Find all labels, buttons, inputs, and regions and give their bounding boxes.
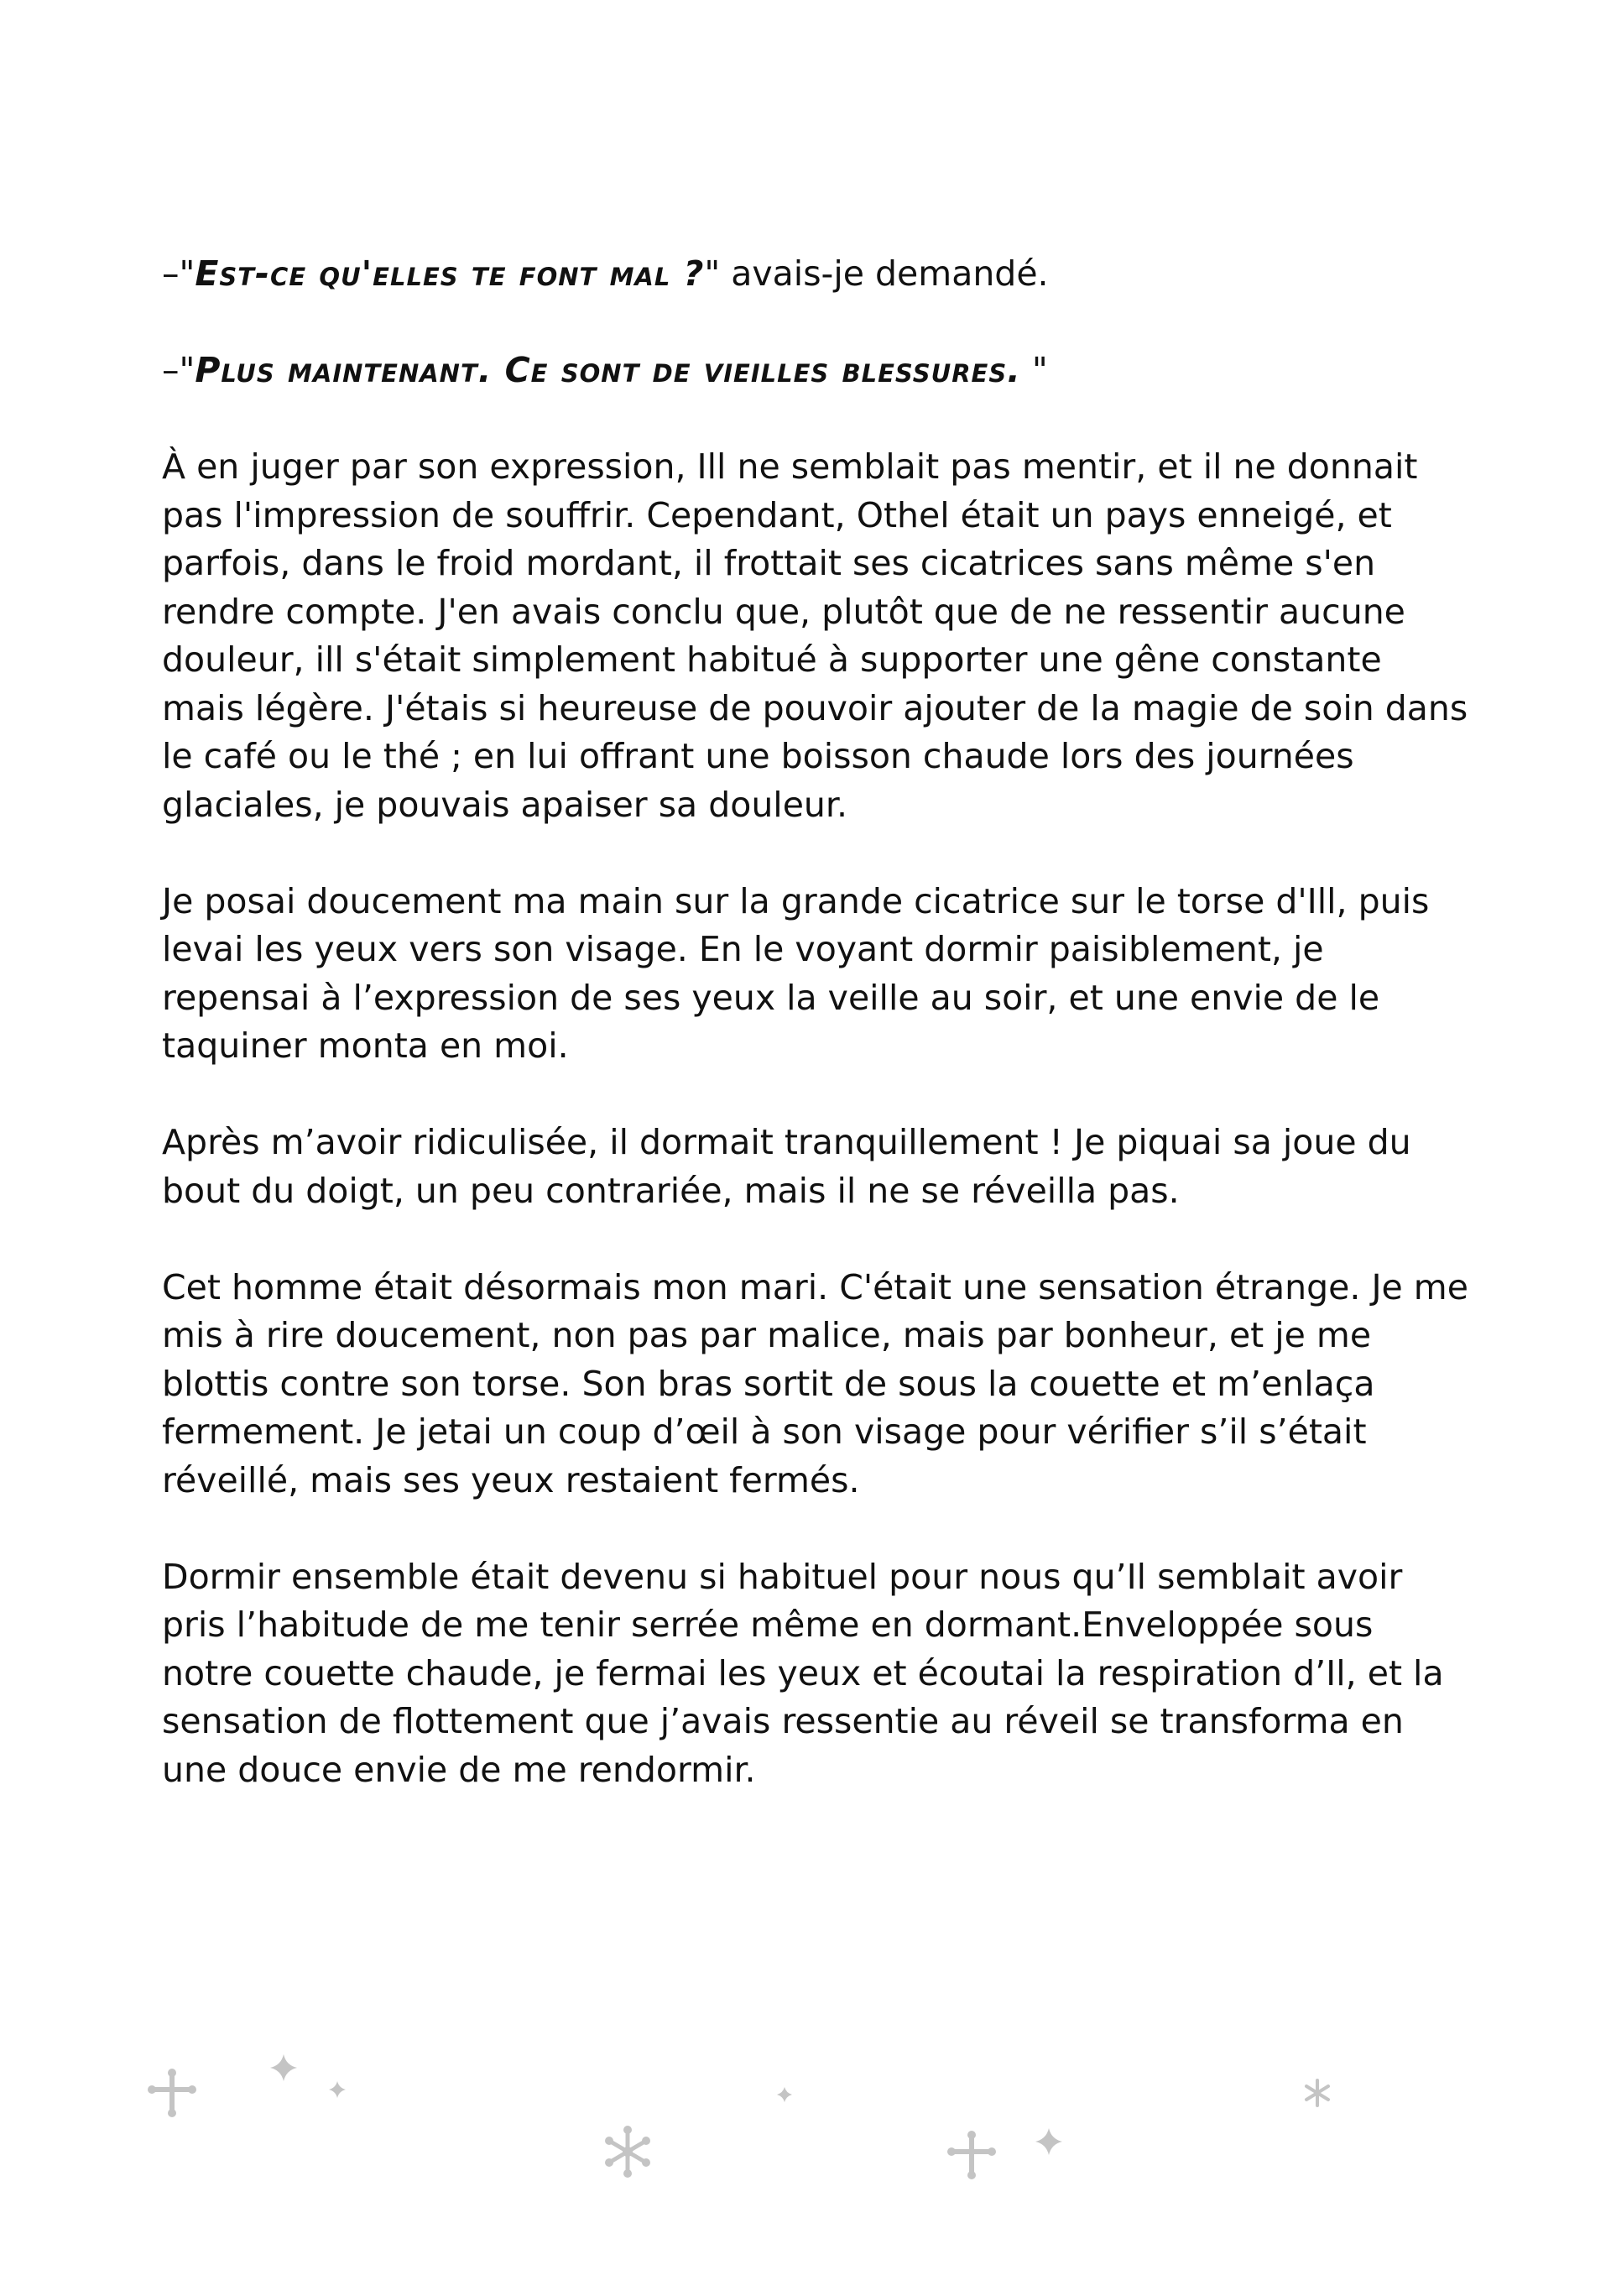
snowflake-icon bbox=[605, 2126, 650, 2178]
dialogue-2-prefix: –" bbox=[162, 350, 196, 390]
dialogue-1-suffix: " avais-je demandé. bbox=[704, 253, 1049, 294]
paragraph-3: Après m’avoir ridiculisée, il dormait tranquillement ! Je piquai sa joue du bout du doigt, un peu contrariée, mais il ne se réveilla pas. bbox=[162, 1122, 1411, 1211]
snowflake-icon bbox=[1306, 2080, 1328, 2106]
four-point-star-icon bbox=[1035, 2128, 1062, 2155]
four-point-star-icon bbox=[270, 2054, 297, 2081]
four-point-star-icon bbox=[777, 2087, 792, 2102]
sparkle-cross-icon bbox=[947, 2131, 996, 2179]
paragraph-5: Dormir ensemble était devenu si habituel pour nous qu’Il semblait avoir pris l’habitude de me tenir serrée même en dormant.Enveloppée sous notre couette chaude, je fermai les yeux et écoutai la respiration d’Il, et la sensation de flottement que j’avais ressentie au réveil se transforma en une douce envie de me rendormir. bbox=[162, 1556, 1444, 1790]
sparkle-cross-icon bbox=[148, 2069, 196, 2117]
dialogue-line-2 bbox=[162, 347, 1471, 395]
dialogue-1-speech: Est-ce qu'elles te font mal ? bbox=[195, 253, 705, 294]
dialogue-1-prefix: –" bbox=[162, 253, 196, 294]
paragraph-4: Cet homme était désormais mon mari. C'était une sensation étrange. Je me mis à rire doucement, non pas par malice, mais par bonheur, et je me blottis contre son torse. Son bras sortit de sous la couette et m’enlaça fermement. Je jetai un coup d’œil à son visage pour vérifier s’il s’était réveillé, mais ses yeux restaient fermés. bbox=[162, 1266, 1468, 1500]
text-block bbox=[162, 250, 1471, 1843]
dialogue-line-1 bbox=[162, 250, 1471, 299]
paragraph-2: Je posai doucement ma main sur la grande cicatrice sur le torse d'Ill, puis levai les yeux vers son visage. En le voyant dormir paisiblement, je repensai à l’expression de ses yeux la veille au soir, et une envie de le taquiner monta en moi. bbox=[162, 880, 1430, 1066]
dialogue-2-suffix: " bbox=[1020, 350, 1048, 390]
paragraph-1: À en juger par son expression, Ill ne semblait pas mentir, et il ne donnait pas l'impression de souffrir. Cependant, Othel était un pays enneigé, et parfois, dans le froid mordant, il frottait ses cicatrices sans même s'en rendre compte. J'en avais conclu que, plutôt que de ne ressentir aucune douleur, ill s'était simplement habitué à supporter une gêne constante mais légère. J'étais si heureuse de pouvoir ajouter de la magie de soin dans le café ou le thé ; en lui offrant une boisson chaude lors des journées glaciales, je pouvais apaiser sa douleur. bbox=[162, 446, 1468, 825]
dialogue-2-speech: Plus maintenant. Ce sont de vieilles blessures. bbox=[195, 350, 1021, 390]
four-point-star-icon bbox=[329, 2081, 346, 2098]
